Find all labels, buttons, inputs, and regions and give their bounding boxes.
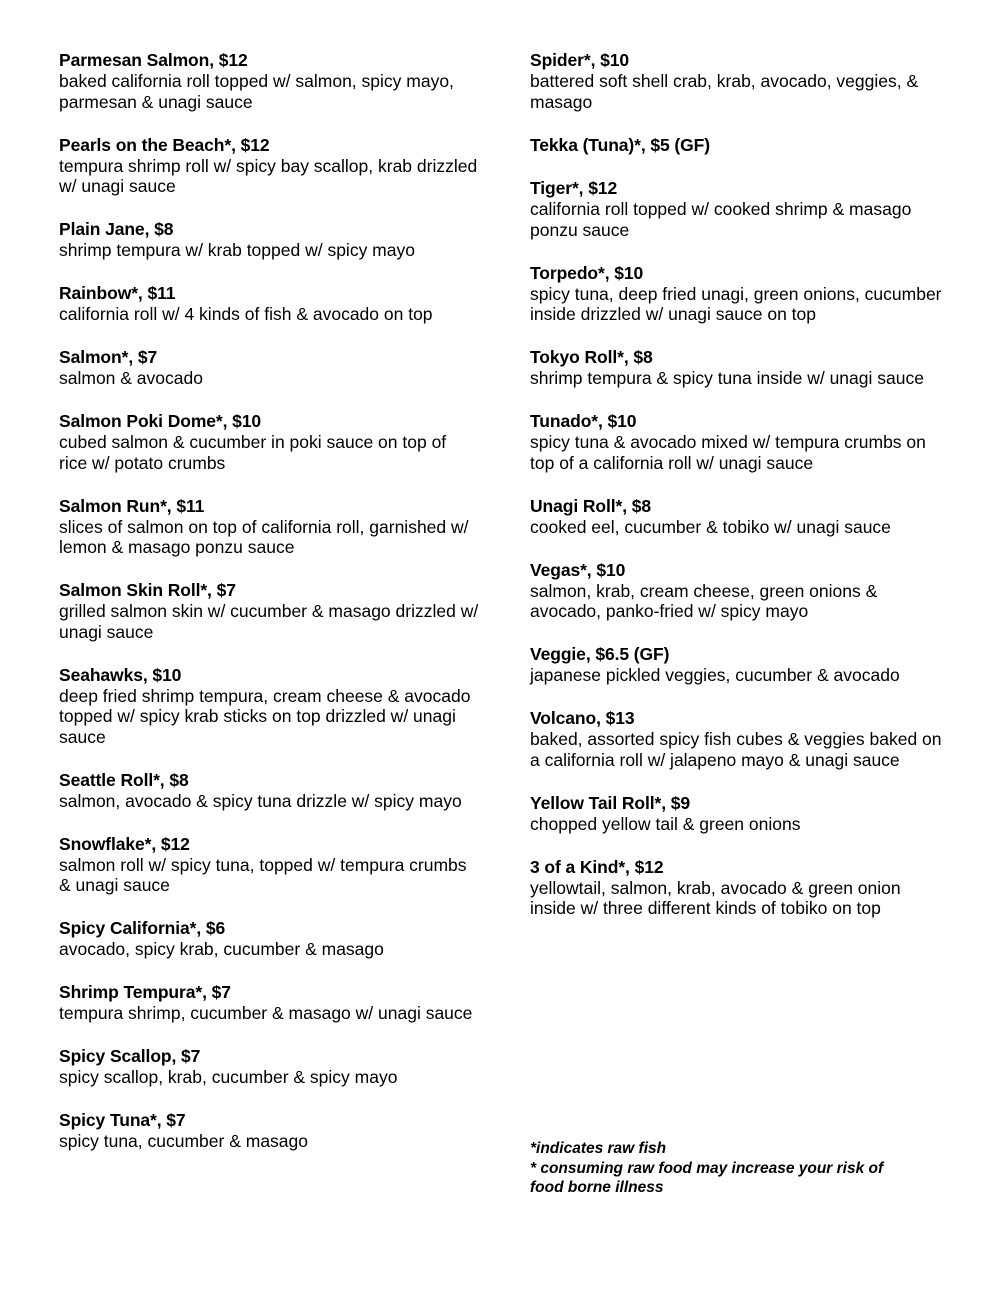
menu-item bbox=[530, 496, 950, 538]
menu-item-description: battered soft shell crab, krab, avocado, veggies, & masago bbox=[530, 71, 919, 112]
menu-item-description: salmon roll w/ spicy tuna, topped w/ tempura crumbs & unagi sauce bbox=[59, 854, 467, 895]
menu-item bbox=[59, 496, 479, 558]
menu-item bbox=[59, 770, 479, 812]
menu-item-name: Salmon Skin Roll*, $7 bbox=[59, 580, 236, 600]
menu-item-description: shrimp tempura & spicy tuna inside w/ unagi sauce bbox=[530, 368, 924, 388]
menu-item bbox=[59, 347, 479, 389]
menu-item-name: Rainbow*, $11 bbox=[59, 283, 176, 303]
menu-item-name: Snowflake*, $12 bbox=[59, 833, 190, 854]
menu-item-description: salmon, krab, cream cheese, green onions & avocado, panko-fried w/ spicy mayo bbox=[530, 580, 878, 621]
menu-item bbox=[59, 918, 479, 960]
menu-item-name: Tokyo Roll*, $8 bbox=[530, 347, 653, 367]
menu-item-name: Spicy Tuna*, $7 bbox=[59, 1110, 186, 1130]
menu-item bbox=[59, 580, 479, 642]
menu-item-name: Salmon Run*, $11 bbox=[59, 495, 205, 516]
menu-item-name: Tunado*, $10 bbox=[530, 411, 637, 431]
menu-item-name: Volcano, $13 bbox=[530, 708, 635, 728]
menu-item-name: Torpedo*, $10 bbox=[530, 262, 644, 283]
menu-item bbox=[530, 560, 950, 622]
menu-item-description: spicy tuna & avocado mixed w/ tempura crumbs on top of a california roll w/ unagi sauce bbox=[530, 432, 926, 473]
disclaimer-line: * consuming raw food may increase your risk of bbox=[530, 1159, 884, 1177]
menu-item-description: spicy scallop, krab, cucumber & spicy mayo bbox=[59, 1067, 398, 1087]
menu-item bbox=[59, 1046, 479, 1088]
menu-item-description: slices of salmon on top of california roll, garnished w/ lemon & masago ponzu sauce bbox=[59, 516, 469, 557]
menu-item-name: Pearls on the Beach*, $12 bbox=[59, 134, 270, 155]
menu-item-description: salmon, avocado & spicy tuna drizzle w/ spicy mayo bbox=[59, 790, 462, 811]
menu-item-name: Seahawks, $10 bbox=[59, 664, 182, 685]
menu-item-name: Parmesan Salmon, $12 bbox=[59, 50, 248, 70]
menu-item bbox=[530, 708, 950, 770]
disclaimer-line: food borne illness bbox=[530, 1179, 664, 1196]
menu-item-description: japanese pickled veggies, cucumber & avocado bbox=[530, 665, 900, 685]
menu-item-description: yellowtail, salmon, krab, avocado & green onion inside w/ three different kinds of tobiko on top bbox=[530, 877, 901, 918]
menu-item-description: baked, assorted spicy fish cubes & veggies baked on a california roll w/ jalapeno mayo & unagi sauce bbox=[530, 729, 942, 770]
menu-item-description: cubed salmon & cucumber in poki sauce on top of rice w/ potato crumbs bbox=[59, 432, 447, 473]
menu-item-name: Tekka (Tuna)*, $5 (GF) bbox=[530, 134, 710, 155]
menu-item-name: Spider*, $10 bbox=[530, 50, 629, 70]
menu-item-description: tempura shrimp roll w/ spicy bay scallop, krab drizzled w/ unagi sauce bbox=[59, 155, 478, 196]
menu-item bbox=[530, 411, 950, 473]
menu-item-description: baked california roll topped w/ salmon, spicy mayo, parmesan & unagi sauce bbox=[59, 71, 454, 112]
menu-item bbox=[530, 347, 950, 389]
menu-item bbox=[59, 411, 479, 473]
menu-item bbox=[530, 135, 950, 156]
menu-item bbox=[59, 50, 479, 112]
menu-item bbox=[530, 857, 950, 919]
menu-column-right bbox=[530, 50, 950, 941]
menu-item bbox=[59, 219, 479, 261]
menu-item bbox=[59, 1110, 479, 1152]
menu-item bbox=[530, 644, 950, 686]
raw-fish-disclaimer bbox=[530, 1139, 930, 1198]
menu-item-description: chopped yellow tail & green onions bbox=[530, 813, 801, 834]
menu-item-description: deep fried shrimp tempura, cream cheese & avocado topped w/ spicy krab sticks on top drizzled w/ unagi sauce bbox=[59, 685, 471, 747]
menu-item-description: grilled salmon skin w/ cucumber & masago drizzled w/ unagi sauce bbox=[59, 601, 479, 642]
menu-item-name: Unagi Roll*, $8 bbox=[530, 495, 652, 516]
menu-item-description: spicy tuna, deep fried unagi, green onions, cucumber inside drizzled w/ unagi sauce on top bbox=[530, 283, 942, 324]
menu-item-description: salmon & avocado bbox=[59, 368, 203, 388]
menu-item bbox=[530, 50, 950, 112]
menu-item-name: Seattle Roll*, $8 bbox=[59, 769, 189, 790]
menu-item-name: Salmon Poki Dome*, $10 bbox=[59, 411, 262, 431]
menu-item bbox=[59, 982, 479, 1024]
menu-item-name: Yellow Tail Roll*, $9 bbox=[530, 792, 690, 813]
menu-item bbox=[530, 263, 950, 325]
menu-item-name: Veggie, $6.5 (GF) bbox=[530, 644, 670, 664]
menu-item bbox=[59, 665, 479, 748]
menu-item-name: Spicy Scallop, $7 bbox=[59, 1046, 201, 1066]
menu-item-description: cooked eel, cucumber & tobiko w/ unagi sauce bbox=[530, 516, 891, 537]
menu-item-description: avocado, spicy krab, cucumber & masago bbox=[59, 939, 384, 959]
disclaimer-line: *indicates raw fish bbox=[530, 1140, 667, 1157]
menu-item-description: shrimp tempura w/ krab topped w/ spicy mayo bbox=[59, 240, 415, 260]
menu-column-left bbox=[59, 50, 479, 1174]
menu-item bbox=[530, 793, 950, 835]
menu-item bbox=[59, 283, 479, 325]
menu-item bbox=[59, 135, 479, 197]
menu-item-name: Salmon*, $7 bbox=[59, 347, 158, 367]
menu-item-name: 3 of a Kind*, $12 bbox=[530, 856, 664, 877]
menu-item-description: california roll w/ 4 kinds of fish & avocado on top bbox=[59, 304, 433, 324]
menu-item-description: california roll topped w/ cooked shrimp & masago ponzu sauce bbox=[530, 199, 912, 240]
menu-item-name: Tiger*, $12 bbox=[530, 178, 618, 198]
menu-item-name: Plain Jane, $8 bbox=[59, 219, 174, 239]
menu-item bbox=[530, 178, 950, 240]
menu-item-name: Vegas*, $10 bbox=[530, 559, 626, 580]
menu-item bbox=[59, 834, 479, 896]
menu-item-name: Spicy California*, $6 bbox=[59, 918, 226, 938]
menu-item-description: spicy tuna, cucumber & masago bbox=[59, 1131, 309, 1151]
menu-item-name: Shrimp Tempura*, $7 bbox=[59, 982, 231, 1002]
menu-item-description: tempura shrimp, cucumber & masago w/ unagi sauce bbox=[59, 1003, 473, 1023]
